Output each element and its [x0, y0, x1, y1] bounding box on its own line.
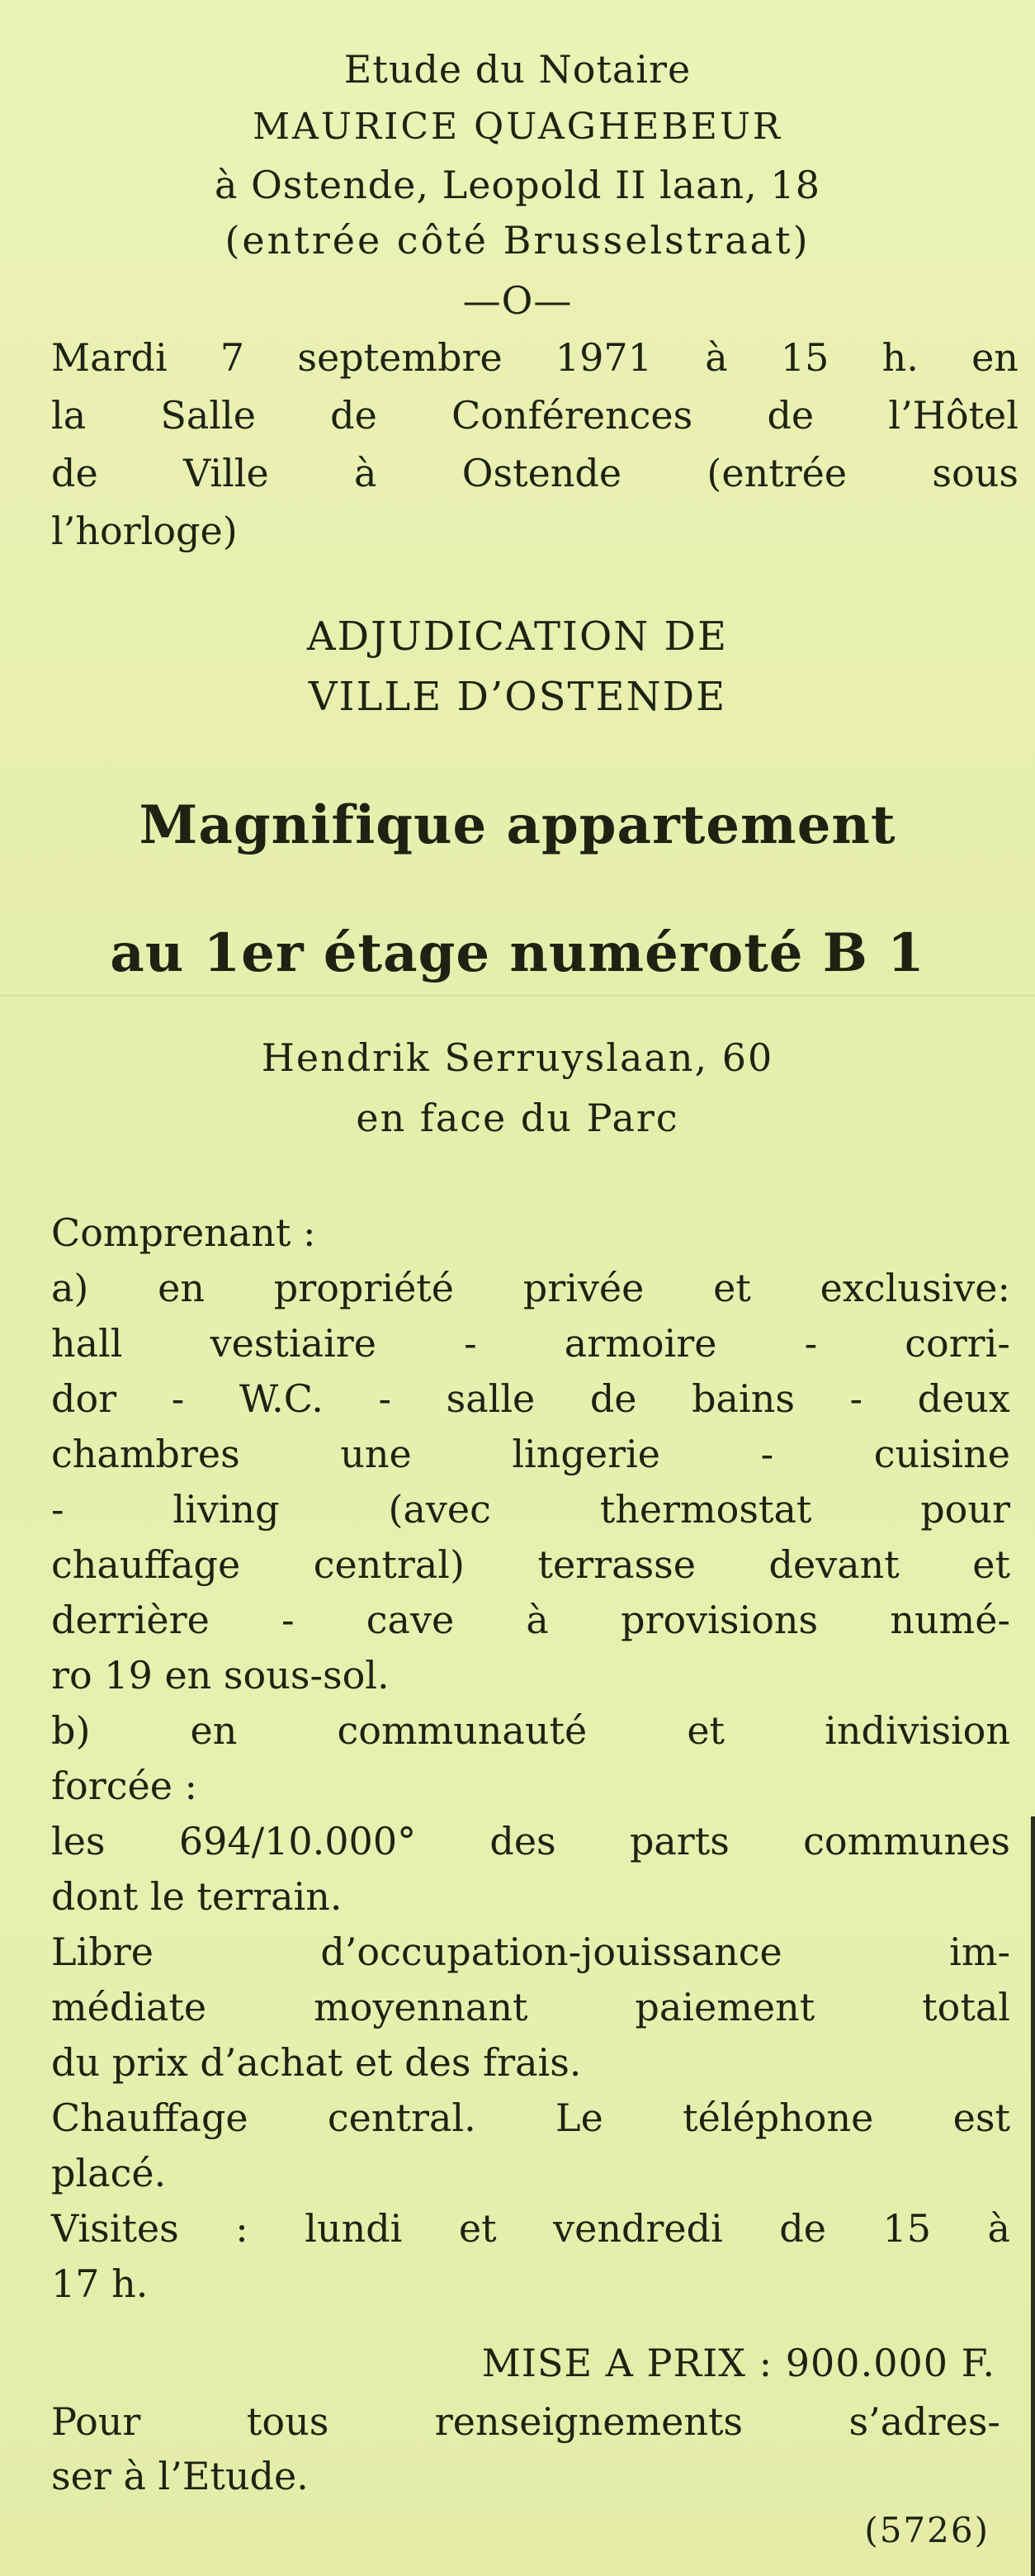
word: des [489, 1819, 556, 1863]
word: l’Hôtel [888, 393, 1018, 438]
desc-line [51, 1980, 1010, 2035]
desc-line: ro 19 en sous-sol. [51, 1653, 390, 1698]
word: et [713, 1266, 751, 1310]
desc-line: forcée : [51, 1764, 198, 1808]
notary-entrance: (entrée côté Brusselstraat) [224, 218, 811, 263]
word: de [330, 393, 377, 438]
word: Ville [182, 451, 269, 495]
desc-line [51, 1593, 1010, 1648]
word: Chauffage [51, 2095, 248, 2140]
sale-date-paragraph [51, 329, 1018, 560]
word: Visites [51, 2206, 179, 2251]
word: la [51, 393, 87, 438]
separator: —O— [462, 278, 573, 323]
property-location: en face du Parc [356, 1096, 679, 1140]
word: 7 [220, 335, 245, 380]
adjudication-line-1: ADJUDICATION DE [306, 613, 729, 660]
word: 15 [780, 335, 829, 380]
intro-line: l’horloge) [51, 509, 238, 553]
contact-line [51, 2394, 1000, 2449]
word: chambres [51, 1432, 240, 1476]
desc-line [51, 1316, 1010, 1371]
word: d’occupation-jouissance [320, 1930, 782, 1974]
word: deux [917, 1376, 1010, 1421]
desc-line [51, 1427, 1010, 1482]
word: de [51, 451, 98, 495]
word: en [971, 335, 1018, 380]
word: en [190, 1708, 238, 1753]
desc-line: 17 h. [51, 2261, 149, 2306]
word: renseignements [434, 2399, 744, 2444]
headline-line-1: Magnifique appartement [139, 794, 896, 856]
word: propriété [273, 1266, 455, 1310]
word: et [687, 1708, 725, 1753]
desc-line [51, 1537, 1010, 1593]
desc-line: du prix d’achat et des frais. [51, 2040, 582, 2085]
desc-line [51, 2091, 1010, 2146]
word: de [767, 393, 815, 438]
word: (avec [388, 1487, 491, 1532]
desc-line: dont le terrain. [51, 1874, 343, 1919]
word: hall [51, 1321, 123, 1366]
word: à [526, 1598, 549, 1642]
word: h. [881, 335, 919, 380]
word: a) [51, 1266, 89, 1310]
word: de [779, 2206, 826, 2251]
word: lundi [305, 2206, 403, 2251]
word: tous [246, 2399, 329, 2444]
word: salle [446, 1376, 536, 1421]
word: Conférences [451, 393, 693, 438]
word: lingerie [512, 1432, 660, 1476]
word: communes [803, 1819, 1010, 1863]
word: indivision [825, 1708, 1010, 1753]
word: devant [768, 1542, 900, 1587]
paper-fold [0, 995, 1035, 997]
intro-line [51, 329, 1018, 386]
word: moyennant [314, 1985, 528, 2029]
word: - [804, 1321, 818, 1366]
word: une [340, 1432, 412, 1476]
desc-line [51, 1925, 1010, 1980]
word: thermostat [599, 1487, 812, 1532]
word: derrière [51, 1598, 210, 1642]
word: bains [692, 1376, 795, 1421]
word: central. [327, 2095, 476, 2140]
desc-line [51, 1703, 1010, 1759]
word: de [589, 1376, 637, 1421]
desc-line [51, 1261, 1010, 1316]
headline-line-2: au 1er étage numéroté B 1 [110, 922, 925, 984]
word: 694/10.000° [178, 1819, 417, 1863]
word: Salle [160, 393, 256, 438]
desc-line: Comprenant : [51, 1210, 316, 1255]
word: Mardi [51, 335, 168, 380]
word: terrasse [537, 1542, 696, 1587]
word: s’adres- [848, 2399, 1000, 2444]
word: téléphone [683, 2095, 874, 2140]
notary-name: MAURICE QUAGHEBEUR [252, 106, 783, 148]
notary-address: à Ostende, Leopold II laan, 18 [215, 163, 820, 207]
word: vestiaire [210, 1321, 376, 1366]
word: Le [555, 2095, 603, 2140]
word: - [378, 1376, 392, 1421]
word: sous [932, 451, 1018, 495]
word: cuisine [873, 1432, 1010, 1476]
word: et [972, 1542, 1010, 1587]
word: 1971 [555, 335, 652, 380]
word: provisions [621, 1598, 819, 1642]
intro-line [51, 386, 1018, 444]
word: (entrée [707, 451, 848, 495]
word: médiate [51, 1985, 207, 2029]
column-rule [1031, 1816, 1035, 2576]
word: - [849, 1376, 863, 1421]
word: dor [51, 1376, 117, 1421]
word: exclusive: [820, 1266, 1010, 1310]
word: numé- [890, 1598, 1010, 1642]
notary-office-line: Etude du Notaire [343, 47, 692, 92]
word: - [51, 1487, 64, 1532]
word: 15 [882, 2206, 931, 2251]
word: paiement [635, 1985, 815, 2029]
word: - [171, 1376, 185, 1421]
word: privée [522, 1266, 645, 1310]
word: Ostende [461, 451, 622, 495]
word: central) [313, 1542, 465, 1587]
word: vendredi [553, 2206, 723, 2251]
word: Pour [51, 2399, 141, 2444]
desc-line [51, 2201, 1010, 2256]
word: living [172, 1487, 280, 1532]
word: Libre [51, 1930, 154, 1974]
word: à [705, 335, 728, 380]
word: b) [51, 1708, 91, 1753]
word: septembre [297, 335, 503, 380]
word: total [922, 1985, 1010, 2029]
adjudication-line-2: VILLE D’OSTENDE [308, 674, 727, 720]
word: cave [366, 1598, 455, 1642]
word: les [51, 1819, 106, 1863]
word: - [281, 1598, 295, 1642]
starting-price: MISE A PRIX : 900.000 F. [481, 2341, 995, 2385]
description [51, 1205, 1010, 2312]
desc-line: placé. [51, 2151, 167, 2195]
word: - [464, 1321, 477, 1366]
word: à [987, 2206, 1010, 2251]
word: est [952, 2095, 1010, 2140]
word: communauté [337, 1708, 588, 1753]
intro-line [51, 444, 1018, 502]
word: im- [949, 1930, 1010, 1974]
word: armoire [564, 1321, 717, 1366]
word: pour [920, 1487, 1010, 1532]
word: parts [629, 1819, 730, 1863]
word: - [760, 1432, 774, 1476]
word: en [158, 1266, 206, 1310]
word: chauffage [51, 1542, 241, 1587]
word: corri- [905, 1321, 1010, 1366]
word: à [354, 451, 377, 495]
desc-line [51, 1814, 1010, 1869]
word: : [235, 2206, 248, 2251]
word: et [458, 2206, 497, 2251]
word: W.C. [239, 1376, 324, 1421]
reference-number: (5726) [864, 2510, 990, 2550]
contact-paragraph [51, 2394, 1000, 2503]
property-address: Hendrik Serruyslaan, 60 [261, 1035, 774, 1080]
contact-line: ser à l’Etude. [51, 2454, 309, 2498]
desc-line [51, 1482, 1010, 1537]
desc-line [51, 1371, 1010, 1427]
